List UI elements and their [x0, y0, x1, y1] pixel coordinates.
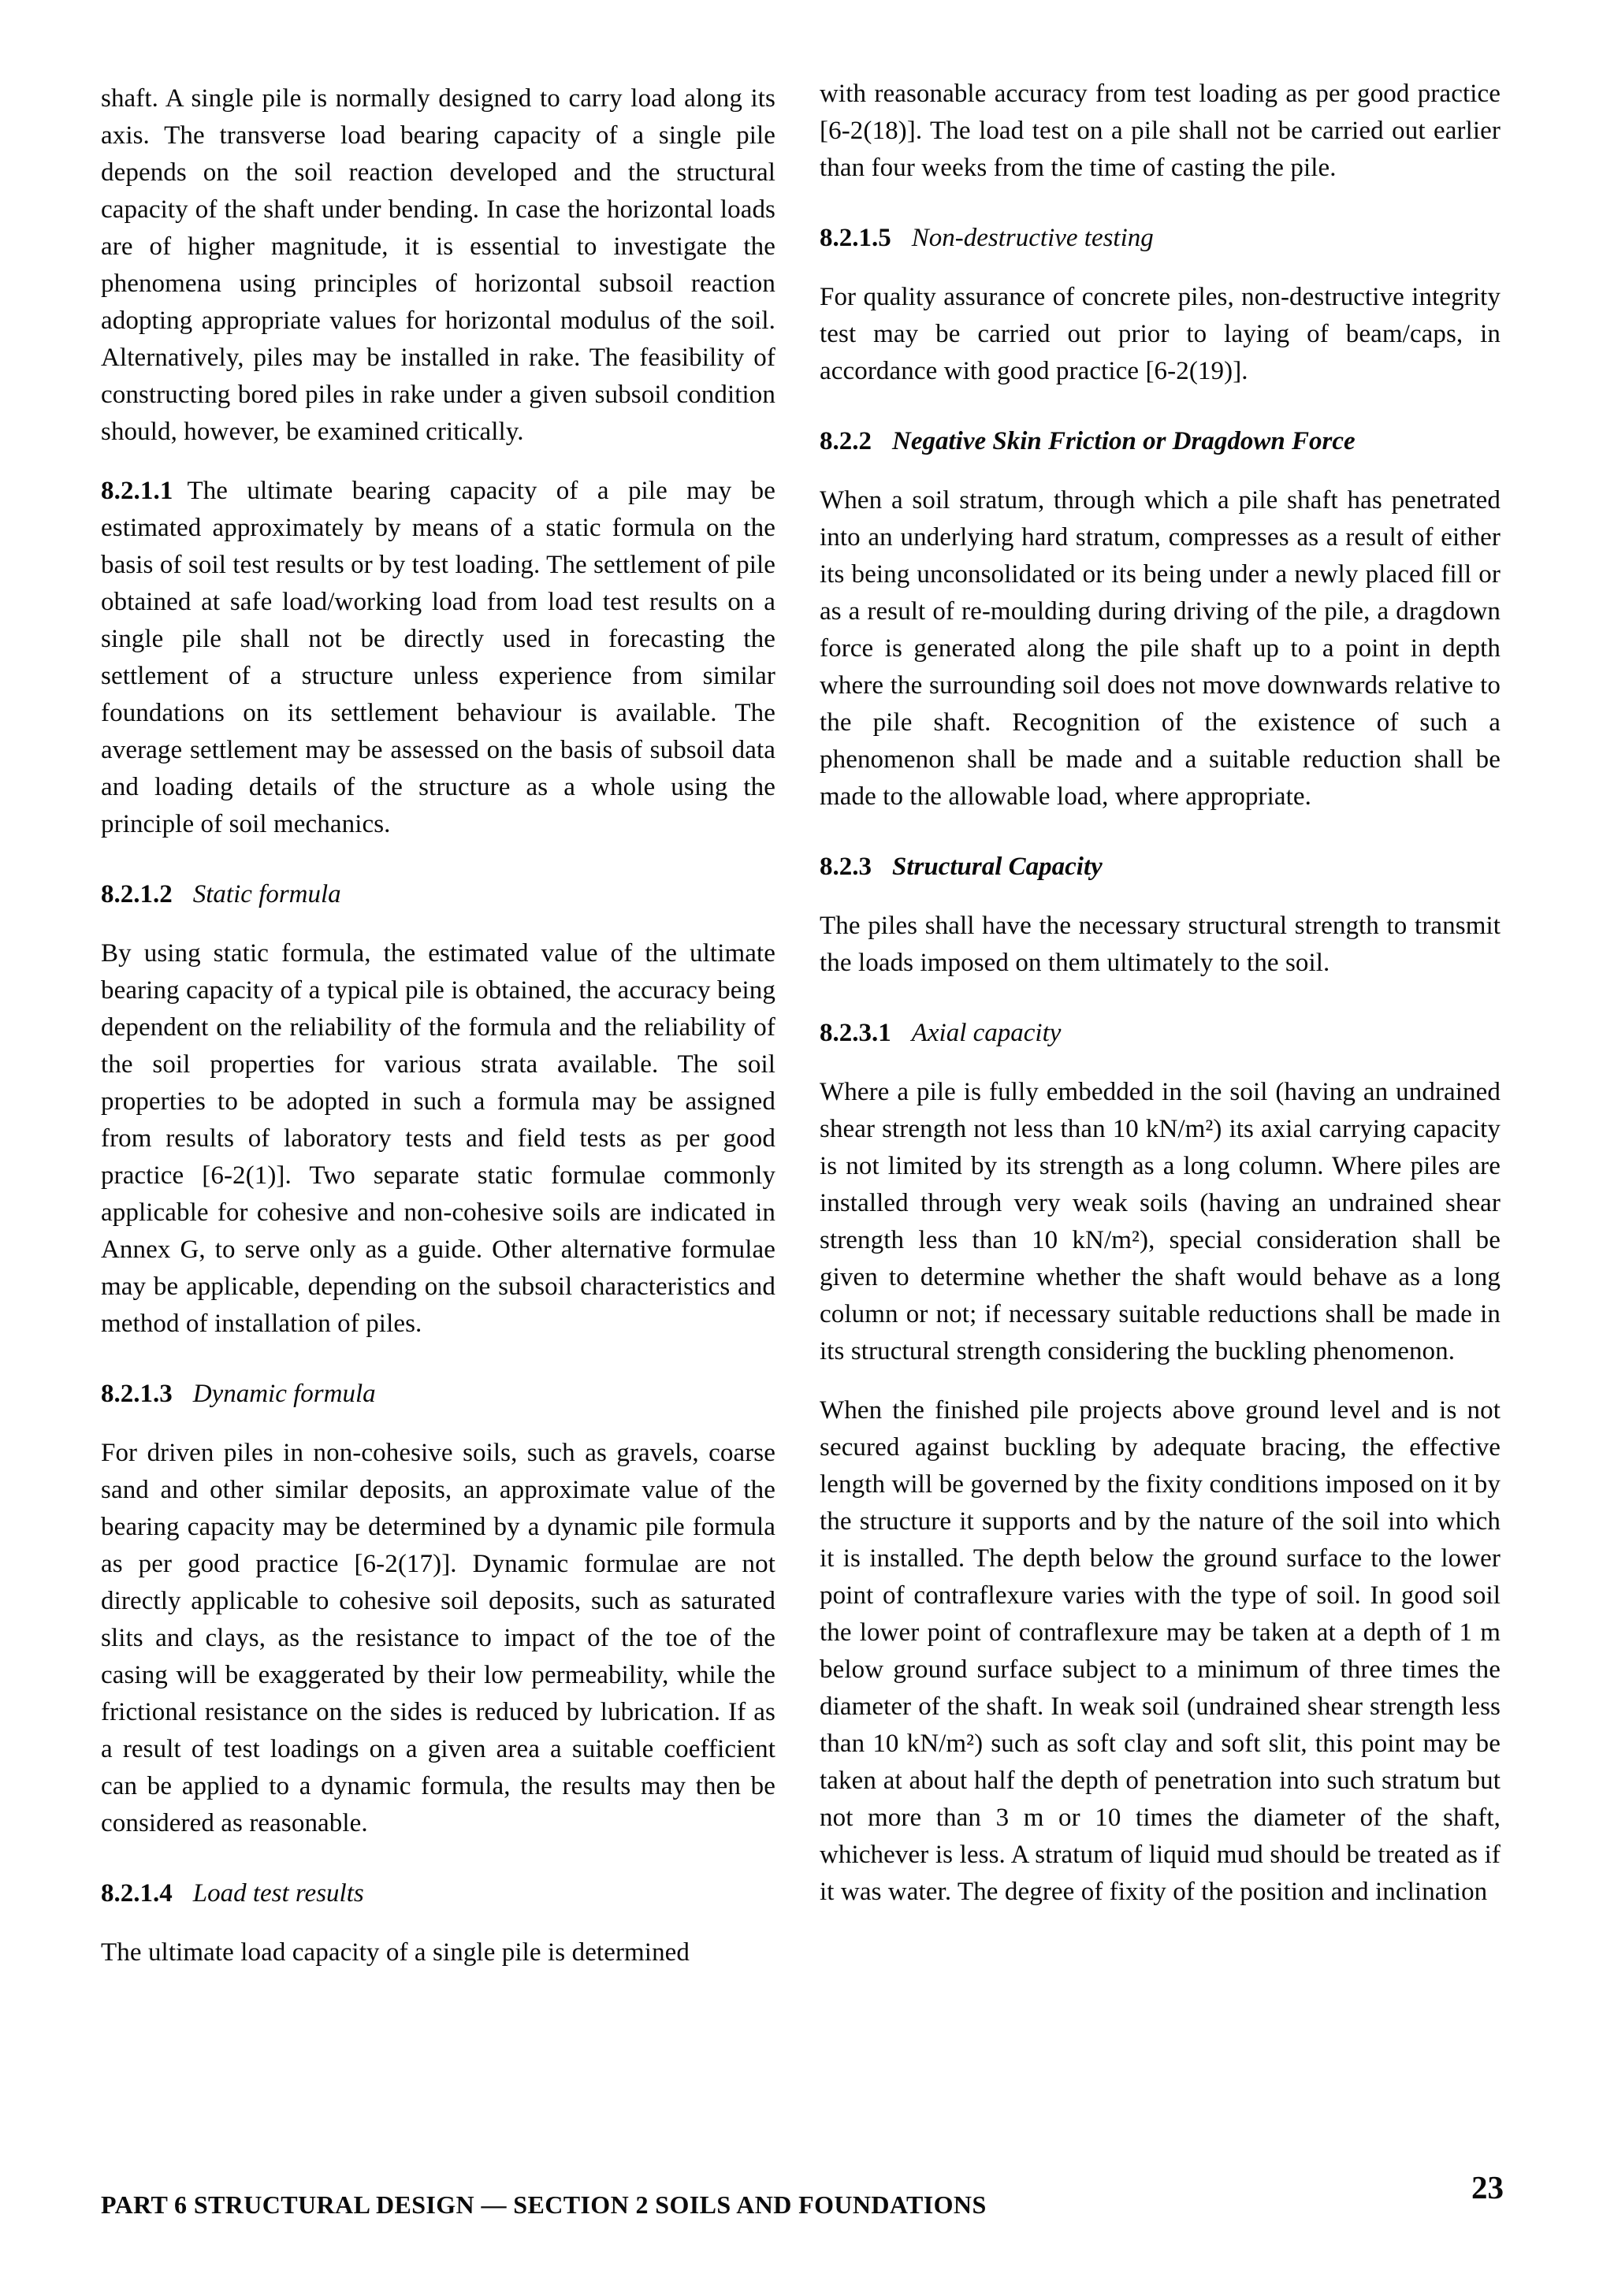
section-number: 8.2.1.3 [101, 1380, 173, 1408]
body-paragraph: For quality assurance of concrete piles, non-destructive integrity test may be carried out prior to laying of beam/caps, in accordance with good practice [6-2(19)]. [820, 283, 1501, 385]
page-number: 23 [1471, 2169, 1504, 2205]
section-number: 8.2.2 [820, 427, 872, 455]
body-paragraph: with reasonable accuracy from test loading as per good practice [6-2(18)]. The load test on a pile shall not be carried out earlier than four weeks from the time of casting the pile. [820, 80, 1501, 182]
section-number: 8.2.3 [820, 853, 872, 881]
right-column [820, 80, 1501, 2173]
section-heading [820, 1015, 1501, 1052]
left-column [101, 80, 775, 2173]
section-heading [820, 849, 1501, 886]
body-paragraph: For driven piles in non-cohesive soils, such as gravels, coarse sand and other similar deposits, an approximate value of the bearing capacity may be determined by a dynamic pile formula as per good practice [6-2(17)]. Dynamic formulae are not directly applicable to cohesive soil deposits, such as saturated slits and clays, as the resistance to impact of the toe of the casing will be exaggerated by their low permeability, while the frictional resistance on the sides is reduced by lubrication. If as a result of test loadings on a given area a suitable coefficient can be applied to a dynamic formula, the results may then be considered as reasonable. [101, 1439, 775, 1837]
clause-text: The ultimate bearing capacity of a pile may be estimated approximately by means of a static formula on the basis of soil test results or by test loading. The settlement of pile obtained at safe load/working load from load test results on a single pile shall not be directly used in forecasting the settlement of a structure unless experience from similar foundations on its settlement behaviour is available. The average settlement may be assessed on the basis of subsoil data and loading details of the structure as a whole using the principle of soil mechanics. [101, 477, 775, 838]
body-paragraph: When a soil stratum, through which a pile shaft has penetrated into an underlying hard stratum, compresses as a result of either its being unconsolidated or its being under a newly placed fill or as a result of re-moulding during driving of the pile, a dragdown force is generated along the pile shaft up to a point in depth where the surrounding soil does not move downwards relative to the pile shaft. Recognition of the existence of such a phenomenon shall be made and a suitable reduction shall be made to the allowable load, where appropriate. [820, 486, 1501, 811]
section-title: Load test results [192, 1879, 364, 1908]
body-paragraph: The ultimate load capacity of a single pile is determined [101, 1938, 690, 1967]
section-number: 8.2.3.1 [820, 1019, 891, 1047]
body-paragraph: shaft. A single pile is normally designed to carry load along its axis. The transverse load bearing capacity of a single pile depends on the soil reaction developed and the structural capacity of the shaft under bending. In case the horizontal loads are of higher magnitude, it is essential to investigate the phenomena using principles of horizontal subsoil reaction adopting appropriate values for horizontal modulus of the soil. Alternatively, piles may be installed in rake. The feasibility of constructing bored piles in rake under a given subsoil condition should, however, be examined critically. [101, 84, 775, 446]
body-paragraph: Where a pile is fully embedded in the soil (having an undrained shear strength not less than 10 kN/m²) its axial carrying capacity is not limited by its strength as a long column. Where piles are installed through very weak soils (having an undrained shear strength less than 10 kN/m²), special consideration shall be given to determine whether the shaft would behave as a long column or not; if necessary suitable reductions shall be made in its structural strength considering the buckling phenomenon. [820, 1078, 1501, 1365]
section-number: 8.2.1.5 [820, 224, 891, 252]
page-content [101, 80, 1501, 2173]
body-paragraph: By using static formula, the estimated value of the ultimate bearing capacity of a typical pile is obtained, the accuracy being dependent on the reliability of the formula and the reliability of the soil properties for various strata available. The soil properties to be adopted in such a formula may be assigned from results of laboratory tests and field tests as per good practice [6-2(1)]. Two separate static formulae commonly applicable for cohesive and non-cohesive soils are indicated in Annex G, to serve only as a guide. Other alternative formulae may be applicable, depending on the subsoil characteristics and method of installation of piles. [101, 939, 775, 1338]
section-number: 8.2.1.2 [101, 880, 173, 908]
section-title: Non-destructive testing [911, 224, 1154, 252]
section-heading [820, 423, 1501, 460]
section-heading [820, 220, 1501, 257]
body-paragraph: The piles shall have the necessary structural strength to transmit the loads imposed on them ultimately to the soil. [820, 912, 1501, 977]
section-heading [101, 1875, 775, 1912]
section-title: Static formula [192, 880, 341, 908]
section-heading [101, 1376, 775, 1413]
clause-paragraph [101, 473, 775, 843]
section-title: Negative Skin Friction or Dragdown Force [892, 427, 1356, 455]
section-number: 8.2.1.4 [101, 1879, 173, 1908]
clause-number: 8.2.1.1 [101, 477, 173, 505]
section-heading [101, 876, 775, 913]
section-title: Dynamic formula [192, 1380, 376, 1408]
section-title: Structural Capacity [892, 853, 1103, 881]
body-paragraph: When the finished pile projects above ground level and is not secured against buckling by adequate bracing, the effective length will be governed by the fixity conditions imposed on it by the structure it supports and by the nature of the soil into which it is installed. The depth below the ground surface to the lower point of contraflexure varies with the type of soil. In good soil the lower point of contraflexure may be taken at a depth of 1 m below ground surface subject to a minimum of three times the diameter of the shaft. In weak soil (undrained shear strength less than 10 kN/m²) such as soft clay and soft slit, this point may be taken at about half the depth of penetration into such stratum but not more than 3 m or 10 times the diameter of the shaft, whichever is less. A stratum of liquid mud should be treated as if it was water. The degree of fixity of the position and inclination [820, 1396, 1501, 1906]
footer-title: PART 6 STRUCTURAL DESIGN — SECTION 2 SOILS AND FOUNDATIONS [101, 2190, 987, 2219]
section-title: Axial capacity [911, 1019, 1062, 1047]
page-footer [101, 2169, 1504, 2242]
